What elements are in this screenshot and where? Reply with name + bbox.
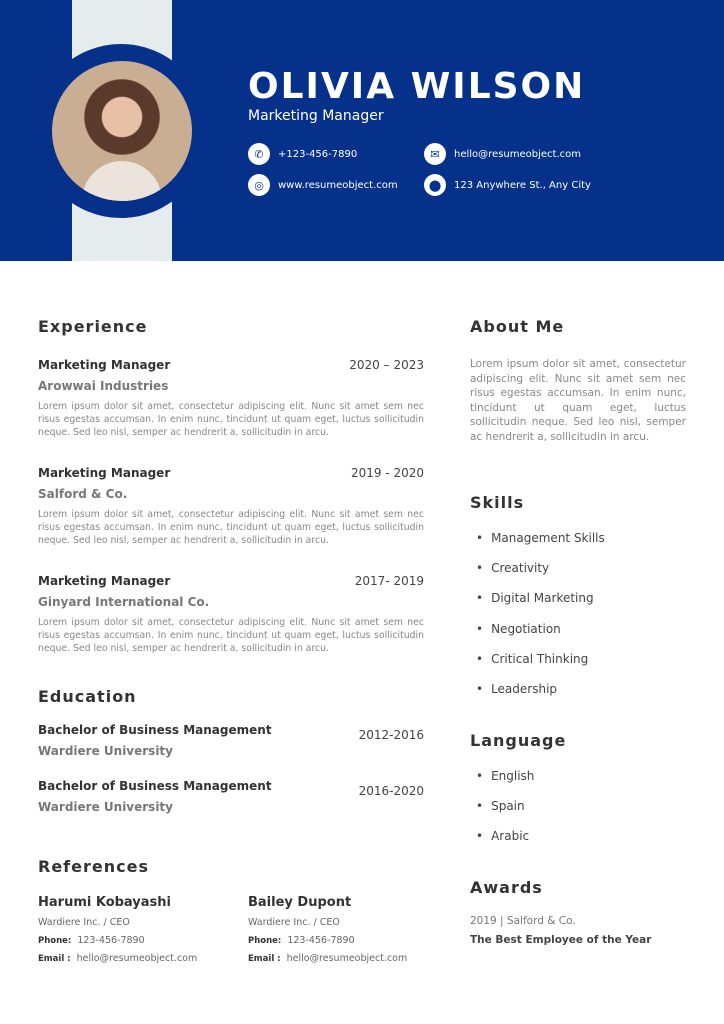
skill-item: • Negotiation	[476, 622, 605, 652]
phone-text: +123-456-7890	[278, 148, 358, 160]
language-item: • English	[476, 769, 534, 799]
education-years: 2012-2016	[358, 728, 424, 742]
contact-phone	[248, 143, 357, 165]
job-years: 2020 – 2023	[349, 358, 424, 372]
education-years: 2016-2020	[358, 784, 424, 798]
skill-item: • Management Skills	[476, 531, 605, 561]
language-item: • Arabic	[476, 829, 534, 859]
reference-email[interactable]: hello@resumeobject.com	[286, 953, 408, 964]
candidate-title: Marketing Manager	[248, 108, 384, 124]
mail-icon: ✉	[424, 143, 446, 165]
contact-email[interactable]	[424, 143, 581, 165]
reference-email[interactable]: hello@resumeobject.com	[76, 953, 198, 964]
phone-label: Phone:	[38, 936, 72, 946]
reference-card	[248, 895, 407, 971]
about-text: Lorem ipsum dolor sit amet, consectetur adipiscing elit. Nunc sit amet sem nec risus egestas accumsan. In enim nunc, tincidunt ut quam eget, luctus sollicitudin neque. Sed leo nisl, semper ac hendrerit a, sollicitudin in arcu.	[470, 358, 686, 443]
phone-label: Phone:	[248, 936, 282, 946]
globe-icon: ◎	[248, 174, 270, 196]
job-company: Ginyard International Co.	[38, 595, 210, 609]
email-text: hello@resumeobject.com	[454, 148, 582, 160]
job-title: Marketing Manager	[38, 574, 171, 588]
education-heading: Education	[38, 687, 137, 706]
school: Wardiere University	[38, 744, 173, 758]
reference-phone: 123-456-7890	[77, 935, 145, 946]
reference-card	[38, 895, 197, 971]
experience-heading: Experience	[38, 317, 148, 336]
skills-heading: Skills	[470, 493, 525, 512]
email-label: Email :	[38, 954, 71, 964]
skill-item: • Critical Thinking	[476, 652, 605, 682]
candidate-name: OLIVIA WILSON	[248, 66, 586, 107]
language-list	[476, 769, 534, 860]
skill-item: • Leadership	[476, 682, 605, 712]
job-years: 2019 - 2020	[350, 466, 424, 480]
language-item: • Spain	[476, 799, 534, 829]
job-description: Lorem ipsum dolor sit amet, consectetur adipiscing elit. Nunc sit amet sem nec risus egestas accumsan. In enim nunc, tincidunt ut quam eget, luctus sollicitudin neque. Sed leo nisl, semper ac hendrerit a, sollicitudin in arcu.	[38, 617, 424, 654]
award-line: 2019 | Salford & Co.	[470, 915, 576, 927]
degree: Bachelor of Business Management	[38, 723, 272, 737]
skill-item: • Creativity	[476, 561, 605, 591]
reference-role: Wardiere Inc. / CEO	[248, 917, 340, 928]
reference-name: Bailey Dupont	[248, 895, 352, 910]
award-title: The Best Employee of the Year	[470, 934, 652, 946]
reference-phone: 123-456-7890	[287, 935, 355, 946]
job-description: Lorem ipsum dolor sit amet, consectetur adipiscing elit. Nunc sit amet sem nec risus egestas accumsan. In enim nunc, tincidunt ut quam eget, luctus sollicitudin neque. Sed leo nisl, semper ac hendrerit a, sollicitudin in arcu.	[38, 401, 424, 438]
job-title: Marketing Manager	[38, 466, 171, 480]
job-description: Lorem ipsum dolor sit amet, consectetur adipiscing elit. Nunc sit amet sem nec risus egestas accumsan. In enim nunc, tincidunt ut quam eget, luctus sollicitudin neque. Sed leo nisl, semper ac hendrerit a, sollicitudin in arcu.	[38, 509, 424, 546]
job-years: 2017- 2019	[354, 574, 424, 588]
website-text: www.resumeobject.com	[278, 179, 398, 191]
reference-role: Wardiere Inc. / CEO	[38, 917, 130, 928]
reference-name: Harumi Kobayashi	[38, 895, 171, 910]
address-text: 123 Anywhere St., Any City	[454, 179, 591, 191]
phone-icon: ✆	[248, 143, 270, 165]
degree: Bachelor of Business Management	[38, 779, 272, 793]
job-company: Arowwai Industries	[38, 379, 169, 393]
skill-item: • Digital Marketing	[476, 591, 605, 621]
school: Wardiere University	[38, 800, 173, 814]
language-heading: Language	[470, 731, 567, 750]
profile-photo	[52, 61, 192, 201]
about-heading: About Me	[470, 317, 565, 336]
location-pin-icon: ⬤	[424, 174, 446, 196]
contact-website[interactable]	[248, 174, 398, 196]
job-title: Marketing Manager	[38, 358, 171, 372]
skills-list	[476, 531, 605, 712]
references-heading: References	[38, 857, 149, 876]
email-label: Email :	[248, 954, 281, 964]
contact-address	[424, 174, 591, 196]
job-company: Salford & Co.	[38, 487, 128, 501]
awards-heading: Awards	[470, 878, 543, 897]
